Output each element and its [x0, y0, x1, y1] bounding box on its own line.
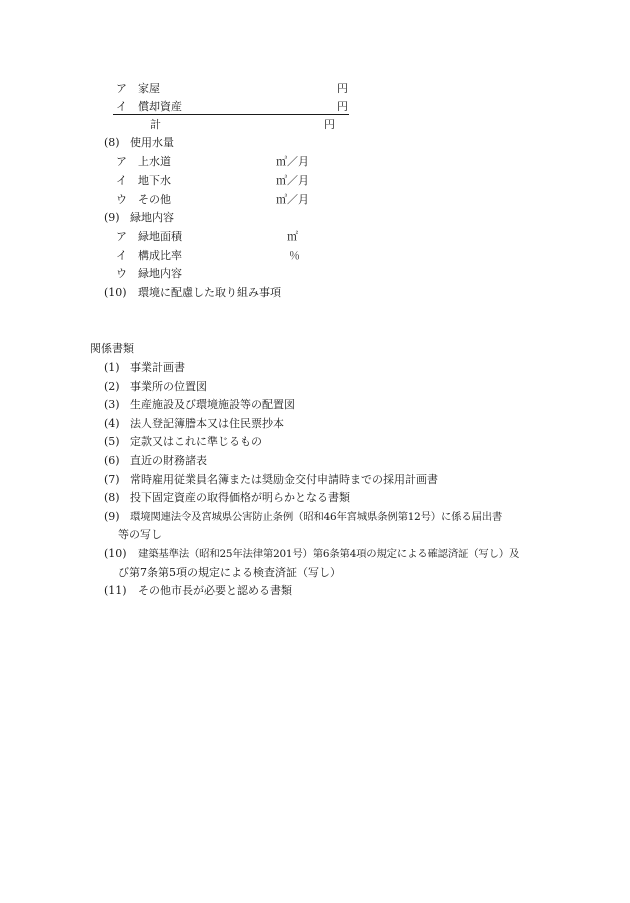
water-item-label: イ: [116, 174, 127, 187]
document-number: (1): [104, 361, 120, 374]
document-number: (2): [104, 380, 120, 393]
asset-house-label: ア: [116, 82, 127, 95]
water-item-unit: ㎥／月: [276, 174, 309, 187]
green-item-label: ア: [116, 230, 127, 243]
document-text: 生産施設及び環境施設等の配置図: [130, 398, 295, 411]
document-text: 法人登記簿謄本又は住民票抄本: [130, 417, 284, 430]
asset-depreciable-label: イ: [116, 100, 127, 113]
subtotal-rule: [113, 114, 349, 115]
document-text: 直近の財務諸表: [130, 454, 207, 467]
env-number: (10): [104, 286, 127, 299]
green-item-text: 緑地内容: [138, 267, 182, 280]
water-item-label: ア: [116, 155, 127, 168]
asset-total-text: 計: [150, 118, 161, 131]
document-text: その他市長が必要と認める書類: [138, 584, 292, 597]
water-item-text: その他: [138, 193, 171, 206]
document-text: 事業計画書: [130, 361, 185, 374]
asset-house-text: 家屋: [138, 82, 160, 95]
green-item-unit: ㎡: [287, 230, 298, 243]
water-item-unit: ㎥／月: [276, 193, 309, 206]
green-item-label: ウ: [116, 267, 127, 280]
document-number: (3): [104, 398, 120, 411]
green-heading: 緑地内容: [130, 211, 174, 224]
water-heading: 使用水量: [130, 136, 174, 149]
document-text: 事業所の位置図: [130, 380, 207, 393]
document-text: 定款又はこれに準じるもの: [130, 435, 262, 448]
water-item-unit: ㎥／月: [276, 155, 309, 168]
green-item-label: イ: [116, 249, 127, 262]
document-number: (7): [104, 473, 120, 486]
water-item-text: 上水道: [138, 155, 171, 168]
green-item-text: 緑地面積: [138, 230, 182, 243]
water-item-text: 地下水: [138, 174, 171, 187]
document-number: (5): [104, 435, 120, 448]
water-item-label: ウ: [116, 193, 127, 206]
document-number: (8): [104, 491, 120, 504]
document-text: 常時雇用従業員名簿または奨励金交付申請時までの採用計画書: [130, 473, 438, 486]
document-number: (6): [104, 454, 120, 467]
document-text: 建築基準法（昭和25年法律第201号）第6条第4項の規定による確認済証（写し）及: [138, 548, 520, 560]
documents-heading: 関係書類: [90, 342, 134, 355]
asset-depreciable-text: 償却資産: [138, 100, 182, 113]
green-item-unit: ％: [289, 249, 300, 262]
asset-house-unit: 円: [337, 82, 348, 95]
document-text-continuation: び第7条第5項の規定による検査済証（写し）: [118, 566, 341, 579]
document-number: (11): [104, 584, 127, 597]
document-text: 環境関連法令及宮城県公害防止条例（昭和46年宮城県条例第12号）に係る届出書: [130, 511, 503, 523]
env-text: 環境に配慮した取り組み事項: [138, 286, 281, 299]
document-number: (10): [104, 547, 127, 560]
document-number: (9): [104, 510, 120, 523]
document-number: (4): [104, 417, 120, 430]
document-text: 投下固定資産の取得価格が明らかとなる書類: [130, 491, 350, 504]
green-heading-number: (9): [104, 211, 120, 224]
asset-total-unit: 円: [324, 118, 335, 131]
asset-depreciable-unit: 円: [337, 100, 348, 113]
document-text-continuation: 等の写し: [118, 528, 162, 541]
water-heading-number: (8): [104, 136, 120, 149]
green-item-text: 構成比率: [138, 249, 182, 262]
